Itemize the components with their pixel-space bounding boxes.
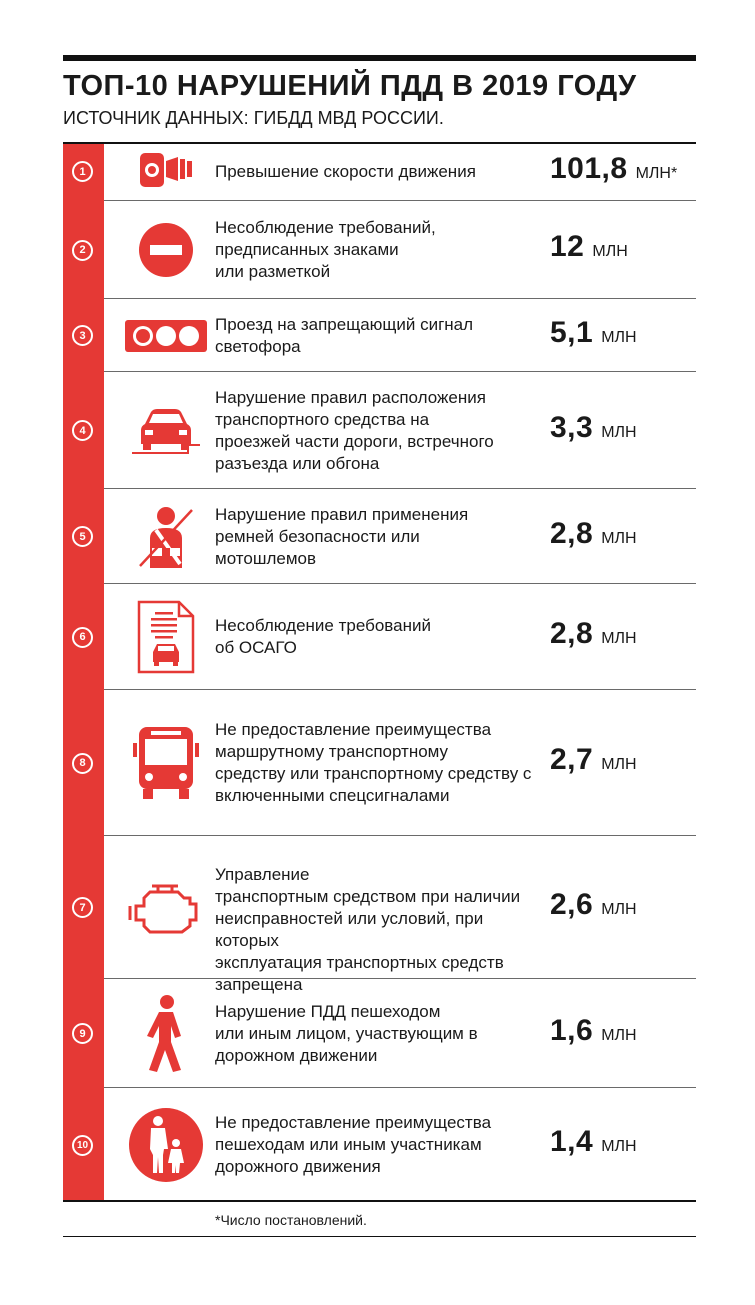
violation-label: Нарушение правил применения ремней безопасности или мотошлемов (215, 504, 469, 568)
count-unit: МЛН (601, 756, 637, 773)
table-row (63, 979, 696, 1088)
pedestrian-crossing-icon (119, 1088, 213, 1202)
table-row (63, 201, 696, 299)
count-value: 101,8 (550, 151, 628, 185)
count-value: 1,6 (550, 1013, 594, 1047)
count-value: 2,8 (550, 617, 594, 650)
table-row (63, 299, 696, 372)
violation-label: Несоблюдение требований об ОСАГО (215, 616, 431, 657)
rank-badge: 2 (72, 240, 93, 261)
violation-count (550, 1125, 637, 1159)
rank-badge: 5 (72, 526, 93, 547)
rank-badge: 9 (72, 1023, 93, 1044)
count-unit: МЛН (601, 1138, 637, 1155)
rank-badge: 4 (72, 420, 93, 441)
violation-label: Проезд на запрещающий сигнал светофора (215, 314, 474, 356)
no-entry-icon (119, 201, 213, 299)
count-value: 2,6 (550, 887, 594, 921)
count-value: 2,7 (550, 743, 594, 776)
count-value: 12 (550, 230, 585, 263)
rank-badge: 6 (72, 627, 93, 648)
violation-label: Превышение скорости движения (215, 161, 476, 181)
count-unit: МЛН (601, 630, 637, 647)
violation-count (550, 316, 637, 350)
traffic-light-icon (119, 299, 213, 372)
count-unit: МЛН (601, 328, 637, 346)
violation-count (550, 888, 637, 922)
table-row (63, 1088, 696, 1202)
violation-label: Нарушение правил расположения транспортного средства на проезжей части дороги, встречного разъезда или обгона (215, 387, 494, 473)
rank-badge: 1 (72, 161, 93, 182)
rank-badge: 7 (72, 897, 93, 918)
page-title: ТОП-10 НАРУШЕНИЙ ПДД В 2019 ГОДУ (63, 70, 637, 102)
violation-count (550, 517, 637, 551)
count-value: 5,1 (550, 315, 594, 349)
violation-count (550, 152, 677, 186)
row-divider (63, 1200, 696, 1202)
count-value: 2,8 (550, 516, 594, 550)
insurance-document-icon (119, 584, 213, 690)
car-lane-icon (119, 372, 213, 489)
violation-count (550, 617, 637, 651)
rank-badge: 10 (72, 1135, 93, 1156)
table-row (63, 836, 696, 994)
violation-count (550, 743, 637, 777)
count-unit: МЛН (592, 243, 628, 260)
table-row (63, 489, 696, 584)
engine-warning-icon (119, 836, 213, 979)
footnote-marker: * (670, 164, 678, 182)
pedestrian-icon (119, 979, 213, 1088)
violation-label: Несоблюдение требований, предписанных знаками или разметкой (215, 218, 436, 281)
top-rule (63, 55, 696, 61)
violation-label: Управление транспортным средством при наличии неисправностей или условий, при которых эксплуатация транспортных средств запрещена (215, 864, 521, 994)
violation-label: Не предоставление преимущества пешеходам или иным участникам дорожного движения (215, 1113, 492, 1176)
rank-badge: 3 (72, 325, 93, 346)
count-unit: МЛН (601, 900, 637, 918)
violations-table (63, 142, 696, 1202)
table-row (63, 372, 696, 489)
table-row (63, 584, 696, 690)
violation-count (550, 1014, 637, 1048)
bottom-rule (63, 1236, 696, 1237)
table-row (63, 142, 696, 201)
rank-badge: 8 (72, 753, 93, 774)
violation-label: Нарушение ПДД пешеходом или иным лицом, участвующим в дорожном движении (215, 1001, 478, 1065)
count-unit: МЛН (601, 529, 637, 547)
count-unit: МЛН (601, 423, 637, 441)
count-unit: МЛН (601, 1026, 637, 1044)
violation-count (550, 230, 628, 264)
count-value: 1,4 (550, 1125, 594, 1158)
bus-icon (119, 690, 213, 836)
page-subtitle: ИСТОЧНИК ДАННЫХ: ГИБДД МВД РОССИИ. (63, 108, 444, 128)
count-unit: МЛН (635, 164, 671, 182)
footnote: *Число постановлений. (215, 1212, 367, 1228)
table-top-rule (63, 142, 696, 144)
speed-camera-icon (119, 142, 213, 201)
table-row (63, 690, 696, 836)
violation-label: Не предоставление преимущества маршрутному транспортному средству или транспортному средству с включенными спецсигналами (215, 720, 532, 805)
seatbelt-icon (119, 489, 213, 584)
count-value: 3,3 (550, 410, 594, 444)
violation-count (550, 411, 637, 445)
